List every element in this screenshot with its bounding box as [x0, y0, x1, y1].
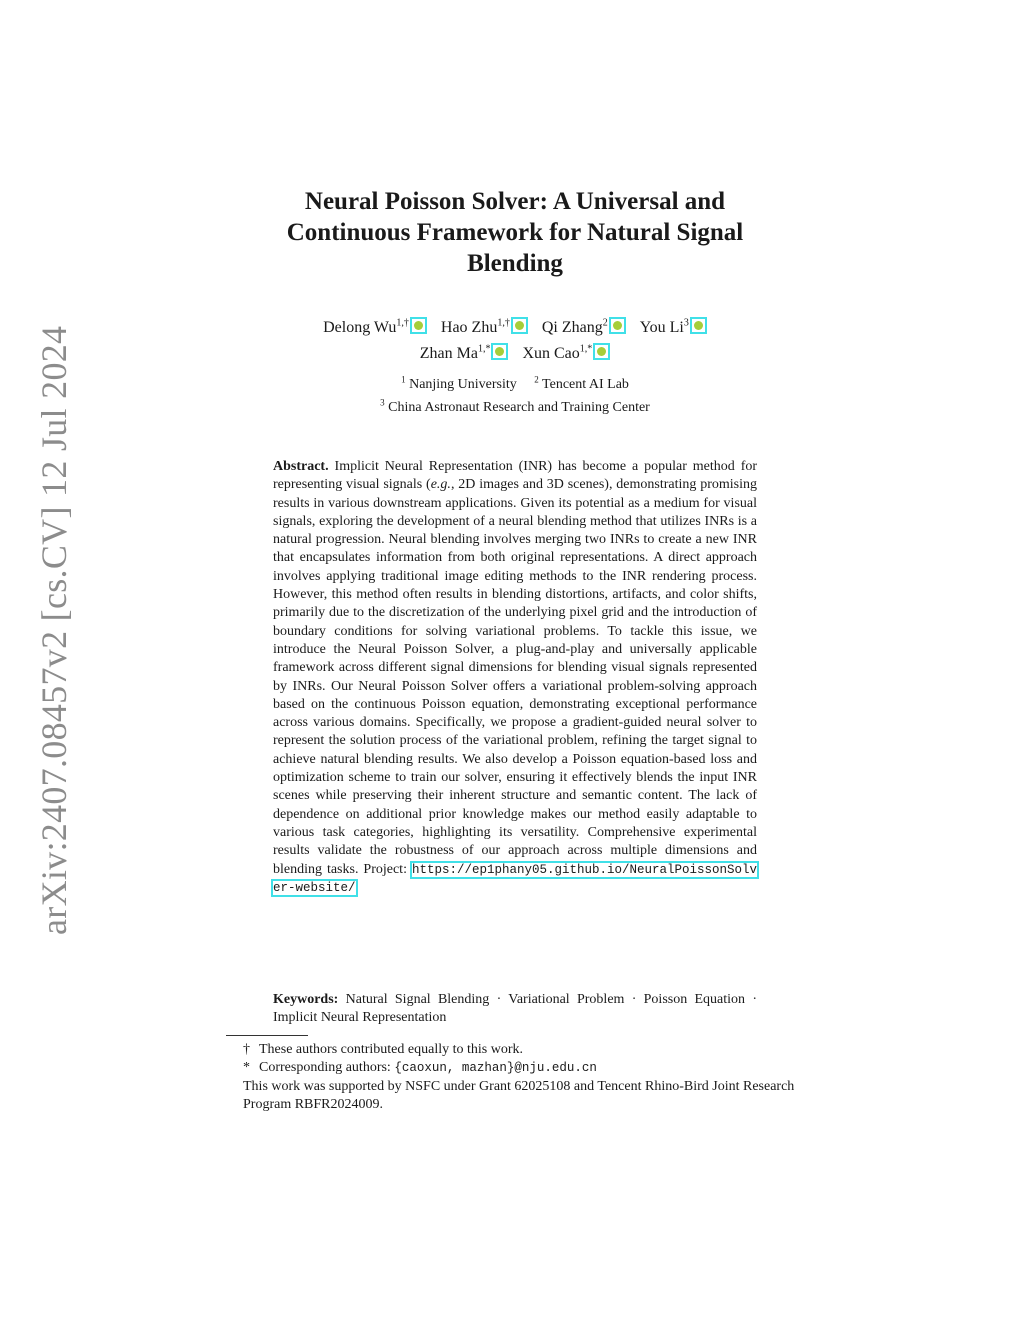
footnote-equal-contribution: † These authors contributed equally to this work. — [243, 1042, 523, 1057]
abstract-label: Abstract. — [273, 459, 329, 474]
orcid-icon[interactable] — [511, 317, 528, 334]
affiliation: $^2$ Tencent AI Lab — [534, 374, 629, 392]
keywords: Keywords: Natural Signal Blending · Variational Problem · Poisson Equation · Implicit Neural Representation — [273, 992, 758, 1026]
orcid-icon[interactable] — [690, 317, 707, 334]
author: Xun Cao$^{1,*}$ — [522, 345, 610, 362]
orcid-icon[interactable] — [491, 343, 508, 360]
author: Delong $Wu^{1,\dagger}$ — [323, 319, 427, 336]
footnotes — [243, 1041, 818, 1114]
paper-title: Neural Poisson Solver: A Universal and Continuous Framework for Natural Signal Blending — [286, 188, 744, 277]
footnote-funding: This work was supported by NSFC under Grant 62025108 and Tencent Rhino-Bird Joint Research Program RBFR2024009. — [243, 1078, 795, 1112]
orcid-icon[interactable] — [609, 317, 626, 334]
orcid-icon[interactable] — [410, 317, 427, 334]
author: You Li$^3$ — [640, 319, 707, 336]
footnote-divider — [226, 1035, 308, 1036]
arxiv-identifier-stamp: arXiv:2407.08457v2 [cs.CV] 12 Jul 2024 — [34, 325, 74, 935]
orcid-icon[interactable] — [593, 343, 610, 360]
footnote-corresponding: * Corresponding authors: {caoxun, mazhan}@nju.edu.cn — [243, 1060, 597, 1076]
affiliation: $^3$ China Astronaut Research and Training Center — [380, 397, 650, 416]
affiliations — [240, 370, 790, 417]
keywords-label: Keywords: — [273, 992, 339, 1007]
abstract: Abstract. Implicit Neural Representation (INR) has become a popular method for representing visual signals (e.g., 2D images and 3D scenes), demonstrating promising results in various downstream applications. Given its potential as a medium for visual signals, exploring the development of a neural blending method that utilizes INRs is a natural progression. Neural blending involves merging two INRs to create a new INR that encapsulates information from both original representations. A direct approach involves applying traditional image editing methods to the INR rendering process. However, this method often results in blending distortions, artifacts, and color shifts, primarily due to the discretization of the underlying pixel grid and the introduction of boundary conditions for solving variational problems. To tackle this issue, we introduce the Neural Poisson Solver, a plug-and-play and universally applicable framework across different signal dimensions for blending visual signals represented by INRs. Our Neural Poisson Solver offers a variational problem-solving approach based on the continuous Poisson equation, demonstrating exceptional performance across various domains. Specifically, we propose a gradient-guided neural solver to represent the solution process of the variational problem, refining the target signal to achieve natural blending results. We also develop a Poisson equation-based loss and optimization scheme to train our solver, ensuring it effectively blends the input INR scenes while preserving their inherent structure and semantic content. The lack of dependence on additional prior knowledge makes our method easily adaptable to various task categories, highlighting its versatility. Comprehensive experimental results validate the robustness of our approach across multiple dimensions and blending tasks. Project: https://ep1phany05.github.io/NeuralPoissonSolver-website/ — [273, 459, 758, 895]
corresponding-email[interactable]: {caoxun, mazhan}@nju.edu.cn — [394, 1061, 597, 1076]
author: Zhan $Ma^{1,*}$ — [420, 345, 509, 362]
author: Hao Zhu$^{1,\dagger}$ — [441, 319, 528, 336]
author: Qi Zhang$^2$ — [542, 319, 626, 336]
author-list — [240, 313, 790, 364]
affiliation: $^1$ Nanjing University — [401, 374, 517, 392]
project-link[interactable]: https://ep1phany05.github.io/NeuralPoissonSolver-website/ — [273, 862, 757, 895]
